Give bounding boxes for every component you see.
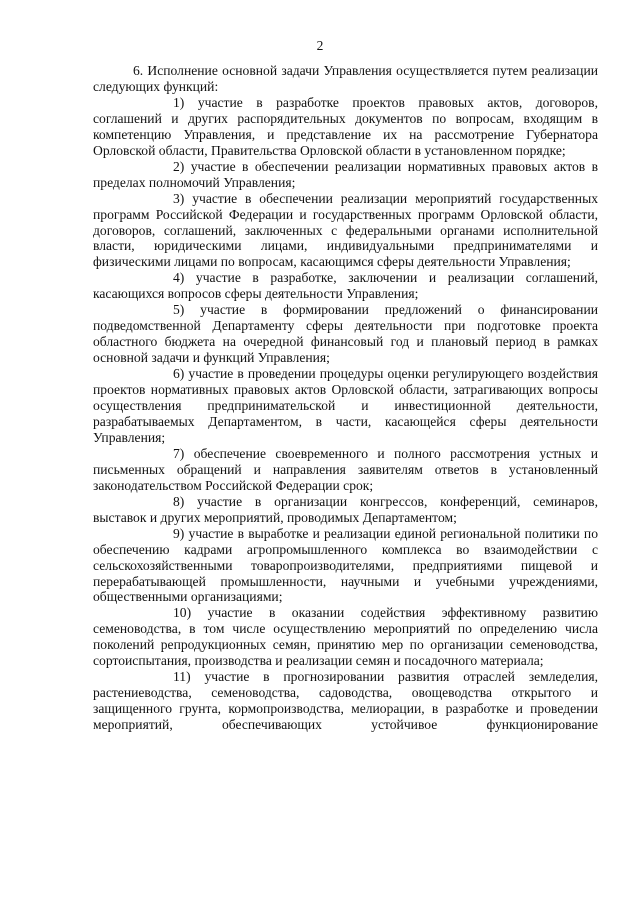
item-text: участие в обеспечении реализации мероприятий государственных программ Российской Федерации и государственных программ Орловской области, договоров, соглашений, заключенных с федеральными органами исполнительной власти, юридическими лицами, индивидуальными предпринимателями и физическими лицами по вопросам, касающимся сферы деятельности Управления; [93, 190, 598, 270]
item-text: участие в разработке проектов правовых актов, договоров, соглашений и других распорядительных документов по вопросам, входящим в компетенцию Управления, и представление их на рассмотрение Губернатора Орловской области, Правительства Орловской области в установленном порядке; [93, 94, 598, 158]
item-text: участие в формировании предложений о финансировании подведомственной Департаменту сферы деятельности при подготовке проекта областного бюджета на очередной финансовый год и плановый период в рамках основной задачи и функций Управления; [93, 302, 598, 366]
item-number: 9) [173, 525, 185, 541]
item-text: участие в разработке, заключении и реализации соглашений, касающихся вопросов сферы деятельности Управления; [93, 270, 598, 302]
item-number: 10) [173, 605, 192, 621]
list-item [93, 270, 598, 302]
list-item [93, 605, 598, 669]
item-text: участие в обеспечении реализации нормативных правовых актов в пределах полномочий Управления; [93, 158, 598, 190]
list-item [93, 526, 598, 606]
item-text: обеспечение своевременного и полного рассмотрения устных и письменных обращений и направления заявителям ответов в установленный законодательством Российской Федерации срок; [93, 445, 598, 493]
document-body [93, 63, 598, 733]
item-number: 7) [173, 445, 185, 461]
item-text: участие в выработке и реализации единой региональной политики по обеспечению кадрами агропромышленного комплекса во взаимодействии с сельскохозяйственными товаропроизводителями, предприятиями пищевой и перерабатывающей промышленности, научными и учебными учреждениями, общественными организациями; [93, 525, 598, 605]
intro-paragraph: 6. Исполнение основной задачи Управления осуществляется путем реализации следующих функций: [93, 63, 598, 94]
item-number: 1) [173, 94, 185, 110]
item-number: 2) [173, 158, 185, 174]
list-item [93, 191, 598, 271]
item-text: участие в проведении процедуры оценки регулирующего воздействия проектов нормативных правовых актов Орловской области, затрагивающих вопросы осуществления предпринимательской и инвестиционной деятельности, разрабатываемых Департаментом, в части, касающейся сферы деятельности Управления; [93, 366, 598, 445]
list-item [93, 669, 598, 733]
list-item [93, 366, 598, 446]
list-item [93, 446, 598, 494]
item-text: участие в оказании содействия эффективному развитию семеноводства, в том числе осуществлению мероприятий по определению числа поколений репродукционных семян, принятию мер по организации семеноводства, сортоиспытания, производства и реализации семян и посадочного материала; [93, 605, 598, 669]
item-text: участие в прогнозировании развития отраслей земледелия, растениеводства, семеноводства, садоводства, овощеводства открытого и защищенного грунта, кормопроизводства, мелиорации, в разработке и проведении мероприятий, обеспечивающих устойчивое функционирование [93, 669, 598, 733]
item-number: 3) [173, 190, 185, 206]
item-number: 6) [173, 366, 185, 382]
list-item [93, 159, 598, 191]
page-number: 2 [316, 38, 324, 53]
list-item [93, 302, 598, 366]
item-number: 8) [173, 493, 185, 509]
item-number: 11) [173, 669, 191, 685]
item-number: 5) [173, 302, 185, 318]
item-text: участие в организации конгрессов, конференций, семинаров, выставок и других мероприятий, проводимых Департаментом; [93, 493, 598, 525]
list-item [93, 494, 598, 526]
list-item [93, 95, 598, 159]
item-number: 4) [173, 270, 185, 286]
